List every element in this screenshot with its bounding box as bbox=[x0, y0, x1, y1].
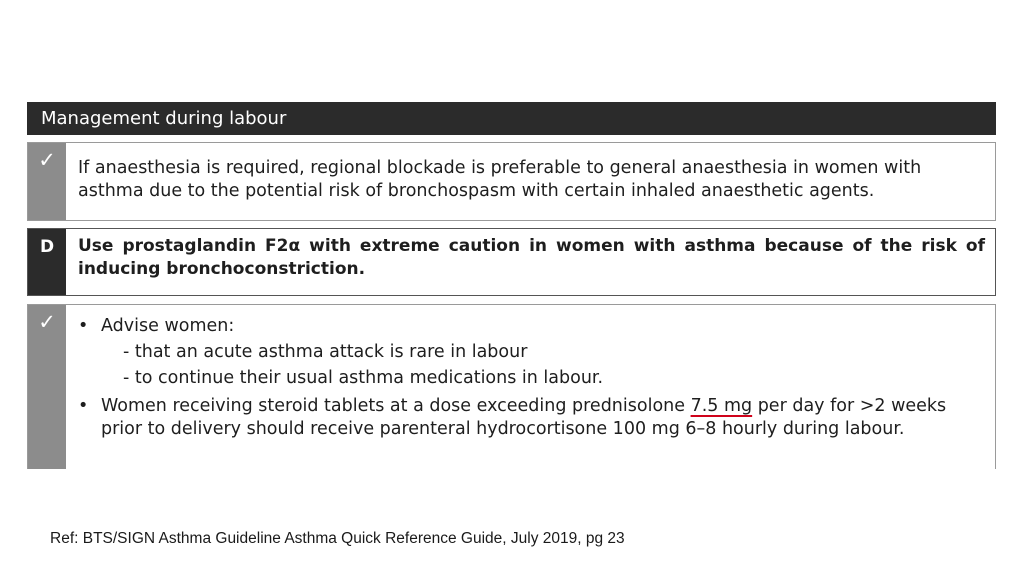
section-header: Management during labour bbox=[27, 102, 996, 135]
recommendation-text: Use prostaglandin F2α with extreme caution in women with asthma because of the risk of inducing bronchoconstriction. bbox=[78, 236, 985, 279]
grade-sidebar bbox=[28, 229, 66, 295]
bullet-icon: • bbox=[78, 316, 89, 336]
bullet-icon: • bbox=[78, 396, 89, 416]
reference-citation: Ref: BTS/SIGN Asthma Guideline Asthma Quick Reference Guide, July 2019, pg 23 bbox=[50, 530, 625, 547]
dose-highlight: 7.5 mg bbox=[690, 396, 753, 416]
steroid-text-end: per day for >2 weeks prior to delivery should receive parenteral hydrocortisone 100 mg 6–8 hourly during labour. bbox=[101, 396, 947, 439]
recommendation-box-advice bbox=[27, 304, 996, 469]
grade-label: D bbox=[39, 237, 55, 257]
recommendation-box-anaesthesia bbox=[27, 142, 996, 221]
recommendation-text: If anaesthesia is required, regional blockade is preferable to general anaesthesia in women with asthma due to the potential risk of bronchospasm with certain inhaled anaesthetic agents. bbox=[78, 158, 922, 201]
good-practice-sidebar bbox=[28, 143, 66, 220]
steroid-text bbox=[101, 396, 946, 439]
list-item bbox=[78, 395, 985, 441]
recommendation-box-prostaglandin bbox=[27, 228, 996, 296]
sub-list-item: - to continue their usual asthma medications in labour. bbox=[123, 368, 604, 388]
steroid-text-start: Women receiving steroid tablets at a dose exceeding prednisolone bbox=[101, 396, 691, 416]
sub-list-item: - that an acute asthma attack is rare in labour bbox=[123, 342, 528, 362]
recommendation-list bbox=[78, 314, 985, 441]
list-item bbox=[78, 314, 985, 338]
checkmark-icon: ✓ bbox=[38, 148, 56, 172]
advise-heading: Advise women: bbox=[101, 316, 235, 336]
checkmark-icon: ✓ bbox=[38, 310, 56, 334]
good-practice-sidebar bbox=[28, 305, 66, 469]
